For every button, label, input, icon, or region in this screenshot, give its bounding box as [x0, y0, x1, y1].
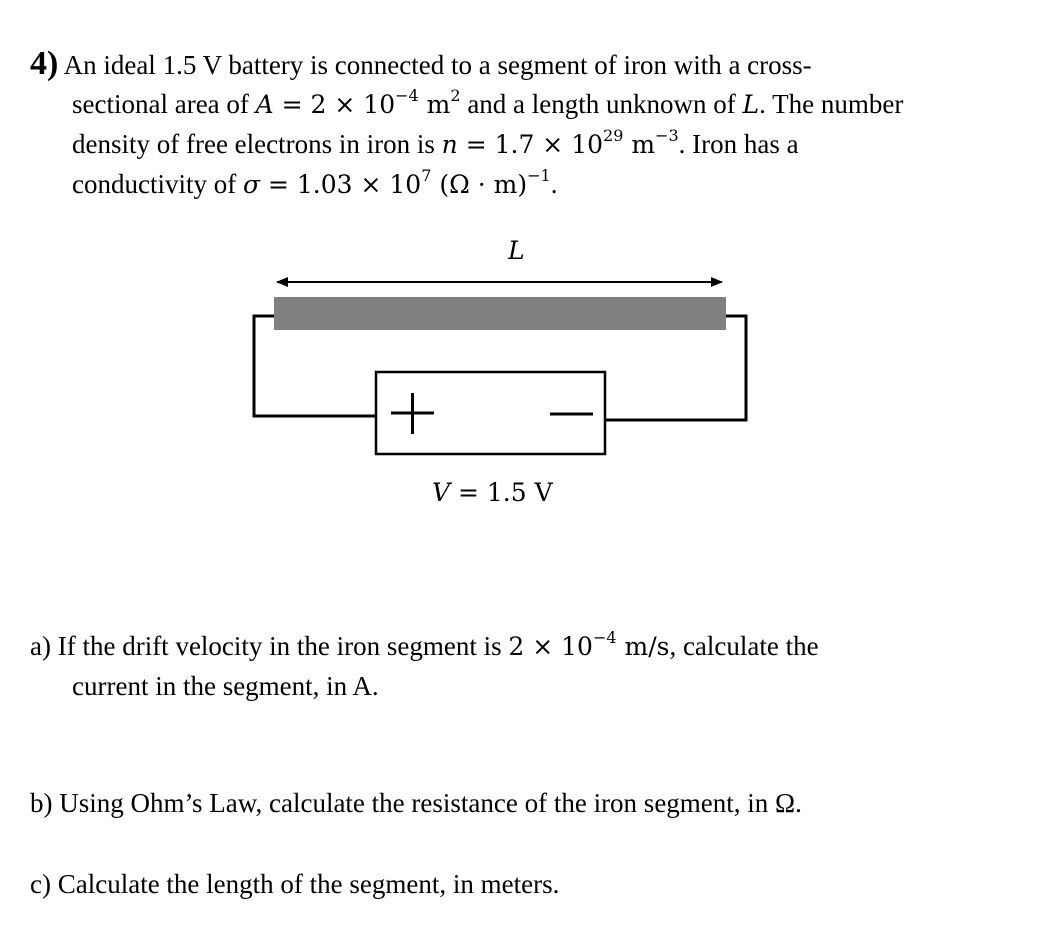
math-variable: L: [742, 90, 760, 119]
part-a-label: a): [30, 631, 51, 661]
voltage-value: = 1.5 V: [450, 478, 553, 507]
problem-text: density of free electrons in iron is: [72, 129, 442, 159]
right-wire: [605, 316, 746, 420]
part-c-text: Calculate the length of the segment, in meters.: [57, 869, 560, 899]
left-wire: [254, 316, 376, 416]
part-b: [30, 783, 802, 823]
part-b-label: b): [30, 788, 53, 818]
part-a-text: , calculate the: [669, 631, 819, 661]
exponent: −4: [395, 86, 419, 105]
length-label: L: [508, 236, 525, 265]
math-expression: = 1.7 × 10: [457, 130, 604, 159]
part-a-line-1: [30, 626, 819, 667]
math-unit: m: [623, 130, 656, 159]
exponent: 7: [421, 166, 432, 185]
voltage-label: [432, 478, 553, 508]
math-variable: n: [441, 130, 458, 159]
part-a-text: If the drift velocity in the iron segment is: [57, 631, 509, 661]
exponent: −3: [655, 126, 679, 145]
problem-text: conductivity of: [72, 169, 243, 199]
exponent: 29: [603, 126, 624, 145]
part-c-label: c): [30, 869, 51, 899]
exponent: −1: [527, 166, 551, 185]
problem-number: 4): [30, 45, 59, 82]
problem-text: . Iron has a: [678, 129, 799, 159]
math-unit: m: [418, 90, 451, 119]
part-c: [30, 864, 559, 904]
part-b-text: Using Ohm’s Law, calculate the resistance of the iron segment, in Ω.: [59, 788, 802, 818]
problem-text: and a length unknown of: [460, 89, 743, 119]
math-variable: σ: [242, 170, 261, 199]
exponent: −4: [592, 628, 617, 647]
problem-text: sectional area of: [72, 89, 256, 119]
voltage-variable: V: [432, 478, 451, 507]
math-unit: (Ω · m): [431, 170, 528, 199]
math-variable: A: [255, 90, 274, 119]
problem-text: An ideal 1.5 V battery is connected to a segment of iron with a cross-: [63, 50, 812, 80]
part-a-line-2: [72, 666, 379, 706]
math-expression: = 1.03 × 10: [260, 170, 422, 199]
part-a-text: current in the segment, in A.: [72, 671, 379, 701]
exponent: 2: [450, 86, 461, 105]
iron-segment: [274, 297, 726, 330]
math-expression: 2 × 10: [508, 632, 593, 661]
math-expression: = 2 × 10: [273, 90, 396, 119]
problem-text: .: [550, 169, 558, 199]
math-unit: m/s: [616, 632, 670, 661]
problem-text: . The number: [759, 89, 904, 119]
